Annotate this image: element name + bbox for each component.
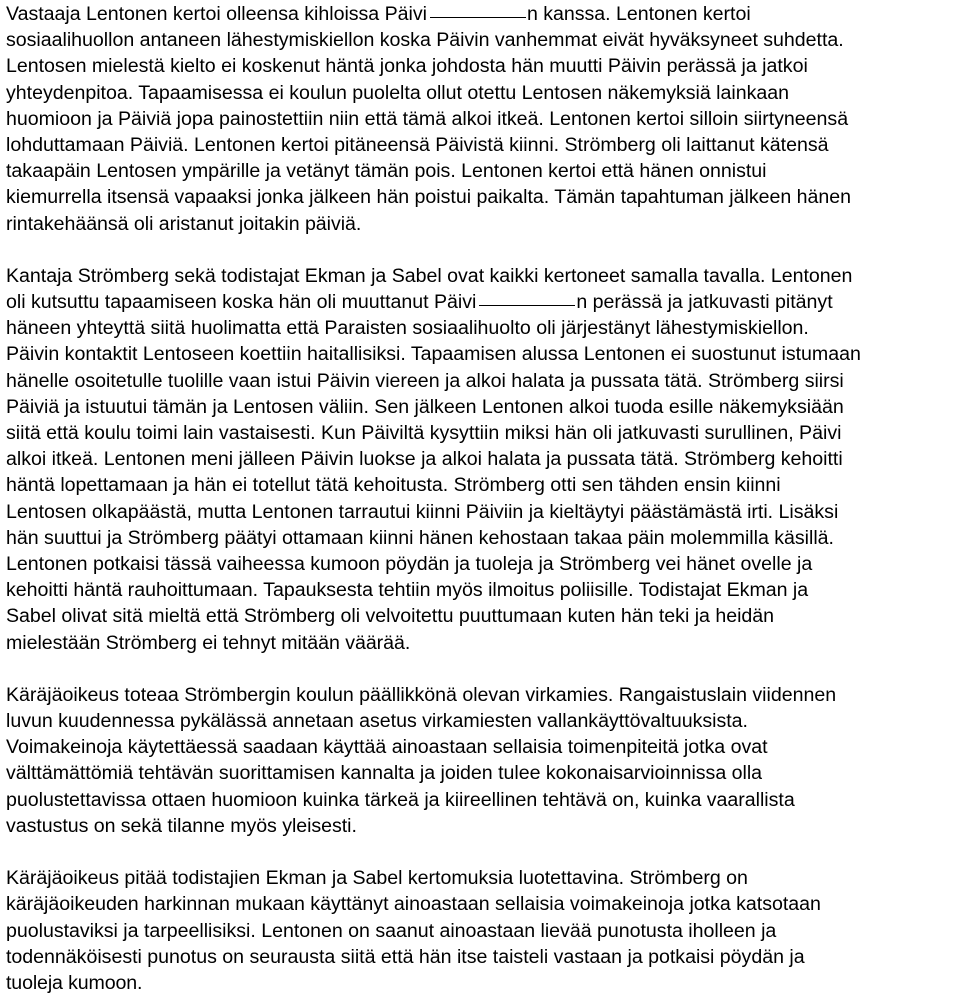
text-line: Lentosen mielestä kielto ei koskenut häntä jonka johdosta hän muutti Päivin perässä ja jatkoi bbox=[6, 55, 808, 78]
document-body bbox=[6, 1, 956, 996]
text-line: mielestään Strömberg ei tehnyt mitään väärää. bbox=[6, 631, 411, 654]
text-line bbox=[6, 289, 956, 315]
text-line: Sabel olivat sitä mieltä että Strömberg oli velvoitettu puuttumaan kuten hän teki ja heidän bbox=[6, 605, 775, 628]
text-line: Lentosen olkapäästä, mutta Lentonen tarrautui kiinni Päiviin ja kieltäytyi päästämästä irti. Lisäksi bbox=[6, 500, 839, 523]
text-line: Käräjäoikeus toteaa Strömbergin koulun päällikkönä olevan virkamies. Rangaistuslain viidennen bbox=[6, 683, 837, 706]
text-line: Kantaja Strömberg sekä todistajat Ekman ja Sabel ovat kaikki kertoneet samalla tavalla. Lentonen bbox=[6, 264, 853, 287]
text-line: luvun kuudennessa pykälässä annetaan asetus virkamiesten vallankäyttövaltuuksista. bbox=[6, 710, 748, 733]
text-line: häntä lopettamaan ja hän ei totellut tätä kehoitusta. Strömberg otti sen tähden ensin kiinni bbox=[6, 474, 781, 497]
text-segment: oli kutsuttu tapaamiseen koska hän oli muuttanut Päivi bbox=[6, 291, 477, 314]
redacted-name-blank bbox=[479, 305, 575, 306]
text-line: sosiaalihuollon antaneen lähestymiskiellon koska Päivin vanhemmat eivät hyväksyneet suhdetta. bbox=[6, 29, 844, 52]
text-line: siitä että koulu toimi lain vastaisesti. Kun Päiviltä kysyttiin miksi hän oli jatkuvasti surullinen, Päivi bbox=[6, 422, 842, 444]
paragraph-court-assessment bbox=[6, 865, 956, 996]
text-line: Päiviä ja istuutui tämän ja Lentosen väliin. Sen jälkeen Lentonen alkoi tuoda esille näkemyksiään bbox=[6, 395, 844, 418]
text-line: huomioon ja Päiviä jopa painostettiin niin että tämä alkoi itkeä. Lentonen kertoi silloin siirtyneensä bbox=[6, 107, 849, 130]
paragraph-court-law bbox=[6, 682, 956, 839]
text-segment: n kanssa. Lentonen kertoi bbox=[526, 3, 751, 25]
text-line bbox=[6, 1, 956, 27]
text-line: lohduttamaan Päiviä. Lentonen kertoi pitäneensä Päivistä kiinni. Strömberg oli laittanut kätensä bbox=[6, 133, 829, 156]
text-segment: n perässä ja jatkuvasti pitänyt bbox=[576, 291, 833, 314]
redacted-name-blank bbox=[430, 17, 526, 18]
text-line: vastustus on sekä tilanne myös yleisesti. bbox=[6, 814, 357, 837]
text-segment: Vastaaja Lentonen kertoi olleensa kihloissa Päivi bbox=[6, 3, 427, 25]
text-line: takaapäin Lentosen ympärille ja vetänyt tämän pois. Lentonen kertoi että hänen onnistui bbox=[6, 160, 767, 183]
text-line: todennäköisesti punotus on seurausta siitä että hän itse taisteli vastaan ja potkaisi pöydän ja bbox=[6, 945, 805, 968]
text-line: puolustaviksi ja tarpeellisiksi. Lentonen on saanut ainoastaan lievää punotusta iholleen ja bbox=[6, 919, 777, 942]
text-line: alkoi itkeä. Lentonen meni jälleen Päivin luokse ja alkoi halata ja pussata tätä. Strömberg kehoitti bbox=[6, 448, 843, 471]
text-line: välttämättömiä tehtävän suorittamisen kannalta ja joiden tulee kokonaisarvioinnissa olla bbox=[6, 762, 763, 785]
text-line: puolustettavissa ottaen huomioon kuinka tärkeä ja kiireellinen tehtävä on, kuinka vaarallista bbox=[6, 788, 795, 811]
text-line: hänelle osoitetulle tuolille vaan istui Päivin viereen ja alkoi halata ja pussata tätä. Strömberg siirsi bbox=[6, 369, 844, 392]
paragraph-plaintiff-account bbox=[6, 263, 956, 656]
text-line: Käräjäoikeus pitää todistajien Ekman ja Sabel kertomuksia luotettavina. Strömberg on bbox=[6, 867, 748, 890]
text-line: tuoleja kumoon. bbox=[6, 971, 143, 994]
text-line: käräjäoikeuden harkinnan mukaan käyttänyt ainoastaan sellaisia voimakeinoja jotka katsotaan bbox=[6, 893, 821, 916]
text-line: hän suuttui ja Strömberg päätyi ottamaan kiinni hänen kehostaan takaa päin molemmilla käsillä. bbox=[6, 526, 834, 549]
text-line: Päivin kontaktit Lentoseen koettiin haitallisiksi. Tapaamisen alussa Lentonen ei suostunut istumaan bbox=[6, 343, 861, 366]
text-line: kiemurrella itsensä vapaaksi jonka jälkeen hän poistui paikalta. Tämän tapahtuman jälkeen hänen bbox=[6, 186, 852, 209]
text-line: häneen yhteyttä siitä huolimatta että Paraisten sosiaalihuolto oli järjestänyt lähestymiskiellon. bbox=[6, 317, 809, 340]
text-line: kehoitti häntä rauhoittumaan. Tapauksesta tehtiin myös ilmoitus poliisille. Todistajat Ekman ja bbox=[6, 579, 809, 602]
text-line: Voimakeinoja käytettäessä saadaan käyttää ainoastaan sellaisia toimenpiteitä jotka ovat bbox=[6, 736, 768, 759]
text-line: rintakehäänsä oli aristanut joitakin päiviä. bbox=[6, 212, 362, 235]
paragraph-defendant-account bbox=[6, 1, 956, 237]
text-line: yhteydenpitoa. Tapaamisessa ei koulun puolelta ollut otettu Lentosen näkemyksiä lainkaan bbox=[6, 81, 789, 104]
text-line: Lentonen potkaisi tässä vaiheessa kumoon pöydän ja tuoleja ja Strömberg vei hänet ovelle ja bbox=[6, 552, 813, 575]
